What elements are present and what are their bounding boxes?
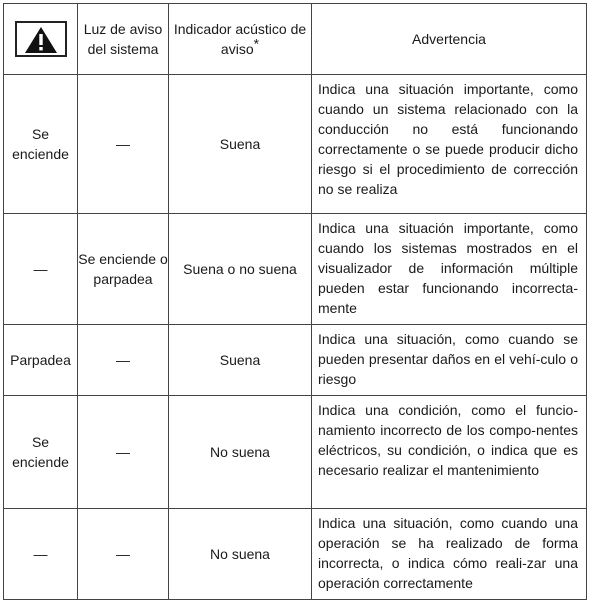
audible-cell: No suena (169, 509, 312, 600)
table-row (4, 214, 587, 325)
table-row (4, 75, 587, 214)
icon-state-cell: — (4, 214, 78, 325)
audible-cell: Suena (169, 75, 312, 214)
system-light-cell: — (78, 75, 169, 214)
table-row (4, 325, 587, 396)
header-audible-label: Indicador acústico de aviso (173, 21, 307, 57)
warning-cell: Indica una situación, como cuando se pueden presentar daños en el vehí-culo o riesgo (312, 325, 587, 396)
footnote-mark: * (253, 35, 260, 52)
header-warning: Advertencia (312, 4, 587, 75)
system-light-cell: — (78, 396, 169, 509)
table-row (4, 396, 587, 509)
system-light-cell: — (78, 509, 169, 600)
audible-cell: Suena (169, 325, 312, 396)
audible-cell: Suena o no suena (169, 214, 312, 325)
warning-cell: Indica una situación importante, como cuando los sistemas mostrados en el visualizador de información múltiple pueden estar funcionando incorrecta-mente (312, 214, 587, 325)
warning-table (3, 3, 587, 600)
header-row (4, 4, 587, 75)
system-light-cell: Se enciende o parpadea (78, 214, 169, 325)
audible-cell: No suena (169, 396, 312, 509)
header-audible-indicator (169, 4, 312, 75)
icon-state-cell: — (4, 509, 78, 600)
header-icon-cell (4, 4, 78, 75)
warning-cell: Indica una condición, como el funcio-namiento incorrecto de los compo-nentes eléctricos, su condición, o indica que es necesario realizar el mantenimiento (312, 396, 587, 509)
icon-state-cell: Parpadea (4, 325, 78, 396)
system-light-cell: — (78, 325, 169, 396)
warning-cell: Indica una situación, como cuando una operación se ha realizado de forma incorrecta, o indica cómo reali-zar una operación correctamente (312, 509, 587, 600)
warning-cell: Indica una situación importante, como cuando un sistema relacionado con la conducción no está funcionando correctamente o se puede producir dicho riesgo si el procedimiento de corrección no se realiza (312, 75, 587, 214)
icon-state-cell: Se enciende (4, 75, 78, 214)
icon-state-cell: Se enciende (4, 396, 78, 509)
header-system-light: Luz de aviso del sistema (78, 4, 169, 75)
warning-triangle-icon (15, 21, 67, 57)
